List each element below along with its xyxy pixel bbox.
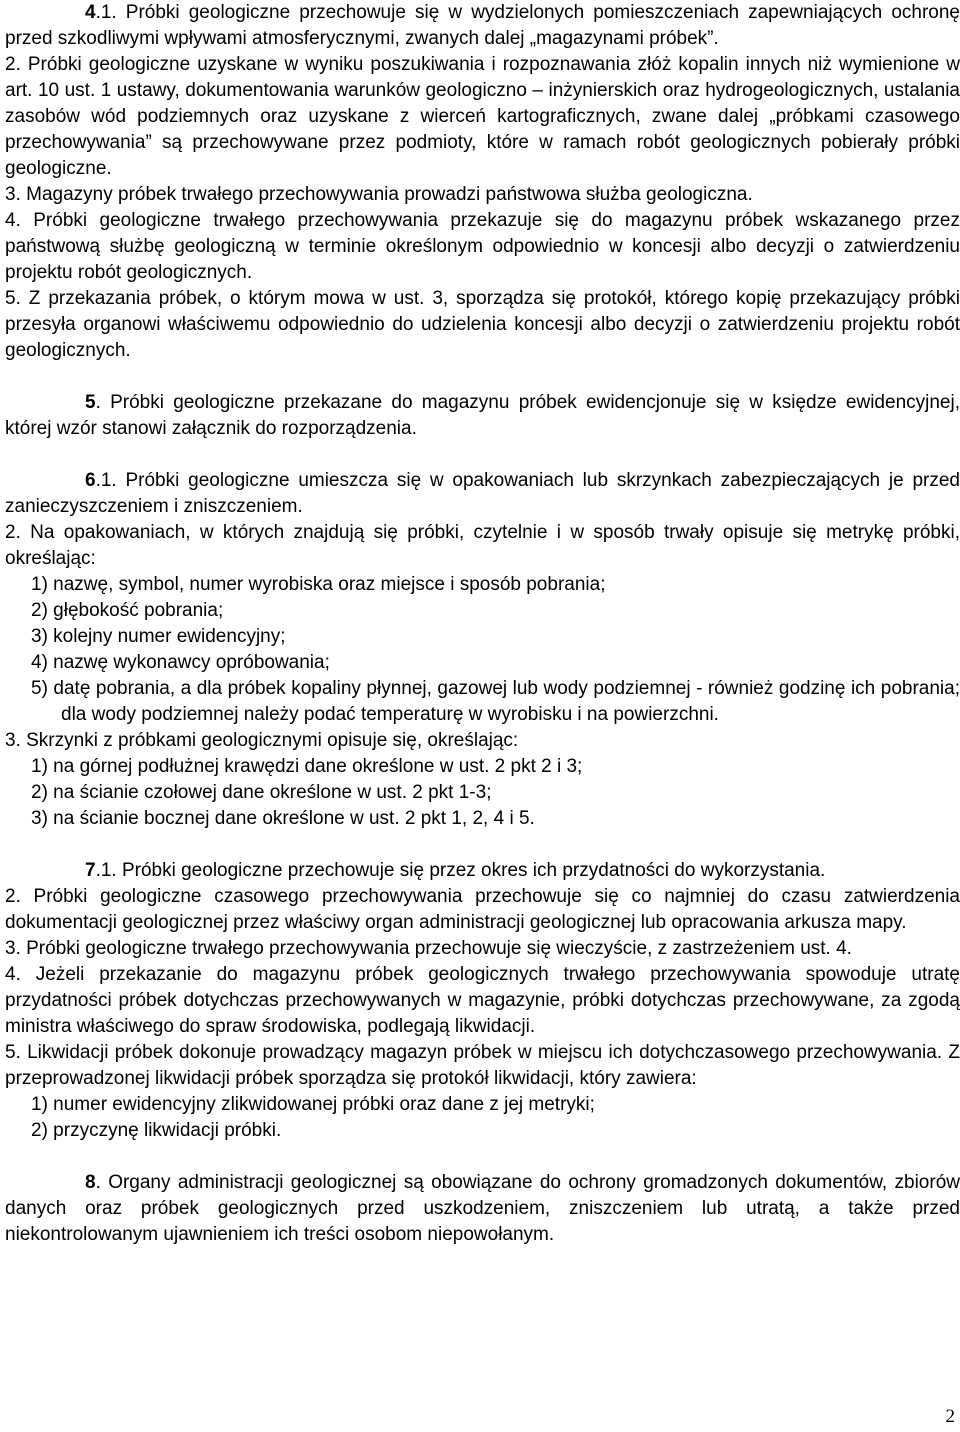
list-item: 1) numer ewidencyjny zlikwidowanej próbki oraz dane z jej metryki; [31,1094,595,1115]
section-7-paragraph-1: 7.1. Próbki geologiczne przechowuje się przez okres ich przydatności do wykorzystania. [85,860,826,881]
section-5 [5,390,960,442]
list-item: 2) głębokość pobrania; [31,600,224,621]
list-item: 2) na ścianie czołowej dane określone w ust. 2 pkt 1-3; [31,782,492,803]
section-number: 4 [85,2,96,23]
section-4-paragraph-4: 4. Próbki geologiczne trwałego przechowywania przekazuje się do magazynu próbek wskazanego przez państwową służbę geologiczną w terminie określonym odpowiednio w koncesji albo decyzji o zatwierdzeniu projektu robót geologicznych. [5,210,960,283]
list-item: 3) kolejny numer ewidencyjny; [31,626,286,647]
section-4-paragraph-3: 3. Magazyny próbek trwałego przechowywania prowadzi państwowa służba geologiczna. [5,184,753,205]
section-8 [5,1170,960,1248]
section-8-paragraph-1: 8. Organy administracji geologicznej są obowiązane do ochrony gromadzonych dokumentów, zbiorów danych oraz próbek geologicznych przed uszkodzeniem, zniszczeniem lub utratą, a także przed niekontrolowanym ujawnieniem ich treści osobom niepowołanym. [5,1172,960,1245]
section-7-paragraph-3: 3. Próbki geologiczne trwałego przechowywania przechowuje się wieczyście, z zastrzeżeniem ust. 4. [5,938,852,959]
list-item: 1) na górnej podłużnej krawędzi dane określone w ust. 2 pkt 2 i 3; [31,756,583,777]
section-6-paragraph-2: 2. Na opakowaniach, w których znajdują się próbki, czytelnie i w sposób trwały opisuje się metrykę próbki, określając: [5,522,960,569]
section-4-paragraph-5: 5. Z przekazania próbek, o którym mowa w ust. 3, sporządza się protokół, którego kopię przekazujący próbki przesyła organowi właściwemu odpowiednio do udzielenia koncesji albo decyzji o zatwierdzeniu projektu robót geologicznych. [5,288,960,361]
list-item: 1) nazwę, symbol, numer wyrobiska oraz miejsce i sposób pobrania; [31,574,606,595]
section-4-paragraph-2: 2. Próbki geologiczne uzyskane w wyniku poszukiwania i rozpoznawania złóż kopalin innych niż wymienione w art. 10 ust. 1 ustawy, dokumentowania warunków geologiczno – inżynierskich oraz hydrogeologicznych, ustalania zasobów wód podziemnych oraz uzyskane z wierceń kartograficznych, zwane dalej „próbkami czasowego przechowywania” są przechowywane przez podmioty, które w ramach robót geologicznych pobierały próbki geologiczne. [5,54,960,179]
section-4 [5,0,960,364]
section-7-paragraph-2: 2. Próbki geologiczne czasowego przechowywania przechowuje się co najmniej do czasu zatwierdzenia dokumentacji geologicznej przez właściwy organ administracji geologicznej lub opracowania arkusza mapy. [5,886,960,933]
section-7 [5,858,960,1144]
section-6-paragraph-1: 6.1. Próbki geologiczne umieszcza się w opakowaniach lub skrzynkach zabezpieczających je przed zanieczyszczeniem i zniszczeniem. [5,470,960,517]
section-number: 6 [85,470,96,491]
list-item: 5) datę pobrania, a dla próbek kopaliny płynnej, gazowej lub wody podziemnej - również godzinę ich pobrania; dla wody podziemnej należy podać temperaturę w wyrobisku i na powierzchni. [31,678,960,725]
section-7-paragraph-4: 4. Jeżeli przekazanie do magazynu próbek geologicznych trwałego przechowywania spowoduje utratę przydatności próbek dotychczas przechowywanych w magazynie, próbki dotychczas przechowywane, za zgodą ministra właściwego do spraw środowiska, podlegają likwidacji. [5,964,960,1037]
list-item: 4) nazwę wykonawcy opróbowania; [31,652,330,673]
section-5-paragraph-1: 5. Próbki geologiczne przekazane do magazynu próbek ewidencjonuje się w księdze ewidencyjnej, której wzór stanowi załącznik do rozporządzenia. [5,392,960,439]
list-item: 2) przyczynę likwidacji próbki. [31,1120,282,1141]
section-6 [5,468,960,832]
document-page [5,0,960,1248]
section-4-paragraph-1: 4.1. Próbki geologiczne przechowuje się w wydzielonych pomieszczeniach zapewniających ochronę przed szkodliwymi wpływami atmosferycznymi, zwanych dalej „magazynami próbek”. [5,2,960,49]
page-number: 2 [945,1406,955,1427]
section-7-paragraph-5: 5. Likwidacji próbek dokonuje prowadzący magazyn próbek w miejscu ich dotychczasowego przechowywania. Z przeprowadzonej likwidacji próbek sporządza się protokół likwidacji, który zawiera: [5,1042,960,1089]
section-number: 8 [85,1172,96,1193]
list-item: 3) na ścianie bocznej dane określone w ust. 2 pkt 1, 2, 4 i 5. [31,808,535,829]
section-number: 7 [85,860,96,881]
section-6-paragraph-3: 3. Skrzynki z próbkami geologicznymi opisuje się, określając: [5,730,519,751]
section-number: 5 [85,392,96,413]
